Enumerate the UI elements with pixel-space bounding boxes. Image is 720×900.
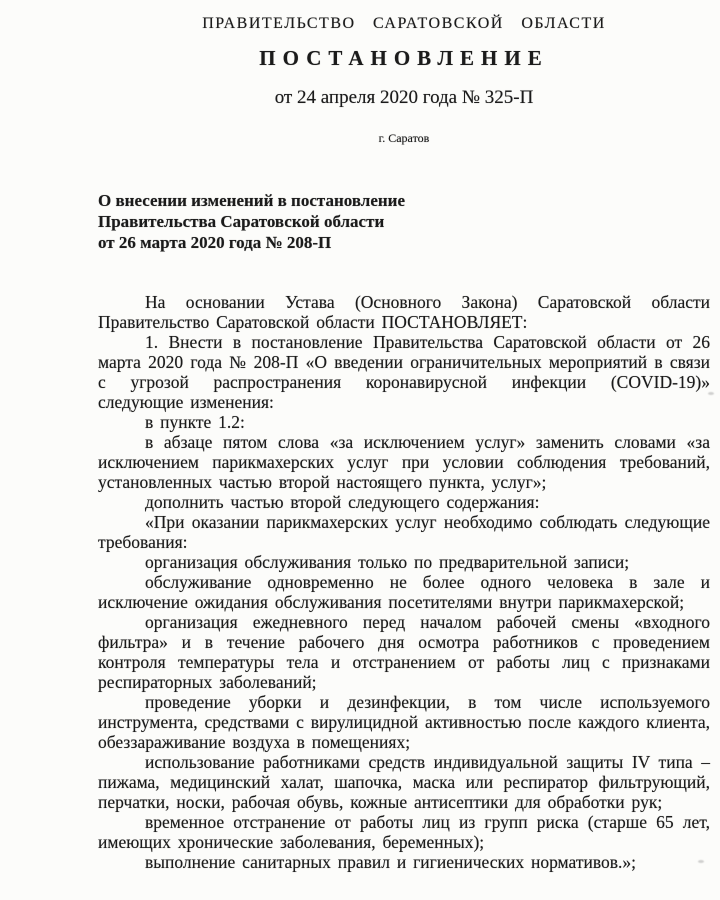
body-paragraph-requirement-1: организация обслуживания только по предварительной записи; xyxy=(145,552,630,572)
body-paragraph-requirement-4: проведение уборки и дезинфекции, в том числе используемого инструмента, средствами с вирулицидной активностью после каждого клиента, обеззараживание воздуха в помещениях; xyxy=(98,692,710,752)
body-paragraph-requirement-7: выполнение санитарных правил и гигиенических нормативов.»; xyxy=(145,852,636,872)
scan-artifact xyxy=(708,392,714,395)
body-paragraph-clause: в пункте 1.2: xyxy=(145,412,245,432)
body-paragraph-item-1: 1. Внести в постановление Правительства Саратовской области от 26 марта 2020 года № 208-П «О введении ограничительных мероприятий в связи с угрозой распространения коронавирусной инфекции (COVID-19)» следующие изменения: xyxy=(98,332,710,412)
document-date-number: от 24 апреля 2020 года № 325-П xyxy=(274,87,534,108)
document-subject xyxy=(98,190,710,253)
subject-line-3: от 26 марта 2020 года № 208-П xyxy=(98,233,332,252)
body-paragraph-requirement-5: использование работниками средств индивидуальной защиты IV типа – пижама, медицинский халат, шапочка, маска или респиратор фильтрующий, перчатки, носки, рабочая обувь, кожные антисептики для обработки рук; xyxy=(98,752,710,812)
body-paragraph-supplement: дополнить частью второй следующего содержания: xyxy=(145,492,540,512)
subject-line-2: Правительства Саратовской области xyxy=(98,212,385,231)
body-paragraph-amendment: в абзаце пятом слова «за исключением услуг» заменить словами «за исключением парикмахерских услуг при условии соблюдения требований, установленных частью второй настоящего пункта, услуг»; xyxy=(98,432,710,492)
scan-artifact xyxy=(701,522,706,525)
subject-line-1: О внесении изменений в постановление xyxy=(98,191,405,210)
document-city: г. Саратов xyxy=(378,131,430,145)
body-paragraph-preamble: На основании Устава (Основного Закона) Саратовской области Правительство Саратовской области ПОСТАНОВЛЯЕТ: xyxy=(98,292,710,332)
body-paragraph-requirement-2: обслуживание одновременно не более одного человека в зале и исключение ожидания обслуживания посетителями внутри парикмахерской; xyxy=(98,572,710,612)
body-paragraph-requirement-3: организация ежедневного перед началом рабочей смены «входного фильтра» и в течение рабочего дня осмотра работников с проведением контроля температуры тела и отстранением от работы лиц с признаками респираторных заболеваний; xyxy=(98,612,710,692)
issuing-authority-title: ПРАВИТЕЛЬСТВО САРАТОВСКОЙ ОБЛАСТИ xyxy=(202,15,606,32)
scan-artifact xyxy=(698,860,704,863)
document-body xyxy=(98,292,710,872)
body-paragraph-requirements-intro: «При оказании парикмахерских услуг необходимо соблюдать следующие требования: xyxy=(98,512,710,552)
body-paragraph-requirement-6: временное отстранение от работы лиц из групп риска (старше 65 лет, имеющих хронические заболевания, беременных); xyxy=(98,812,710,852)
document-type-title: ПОСТАНОВЛЕНИЕ xyxy=(259,46,549,70)
